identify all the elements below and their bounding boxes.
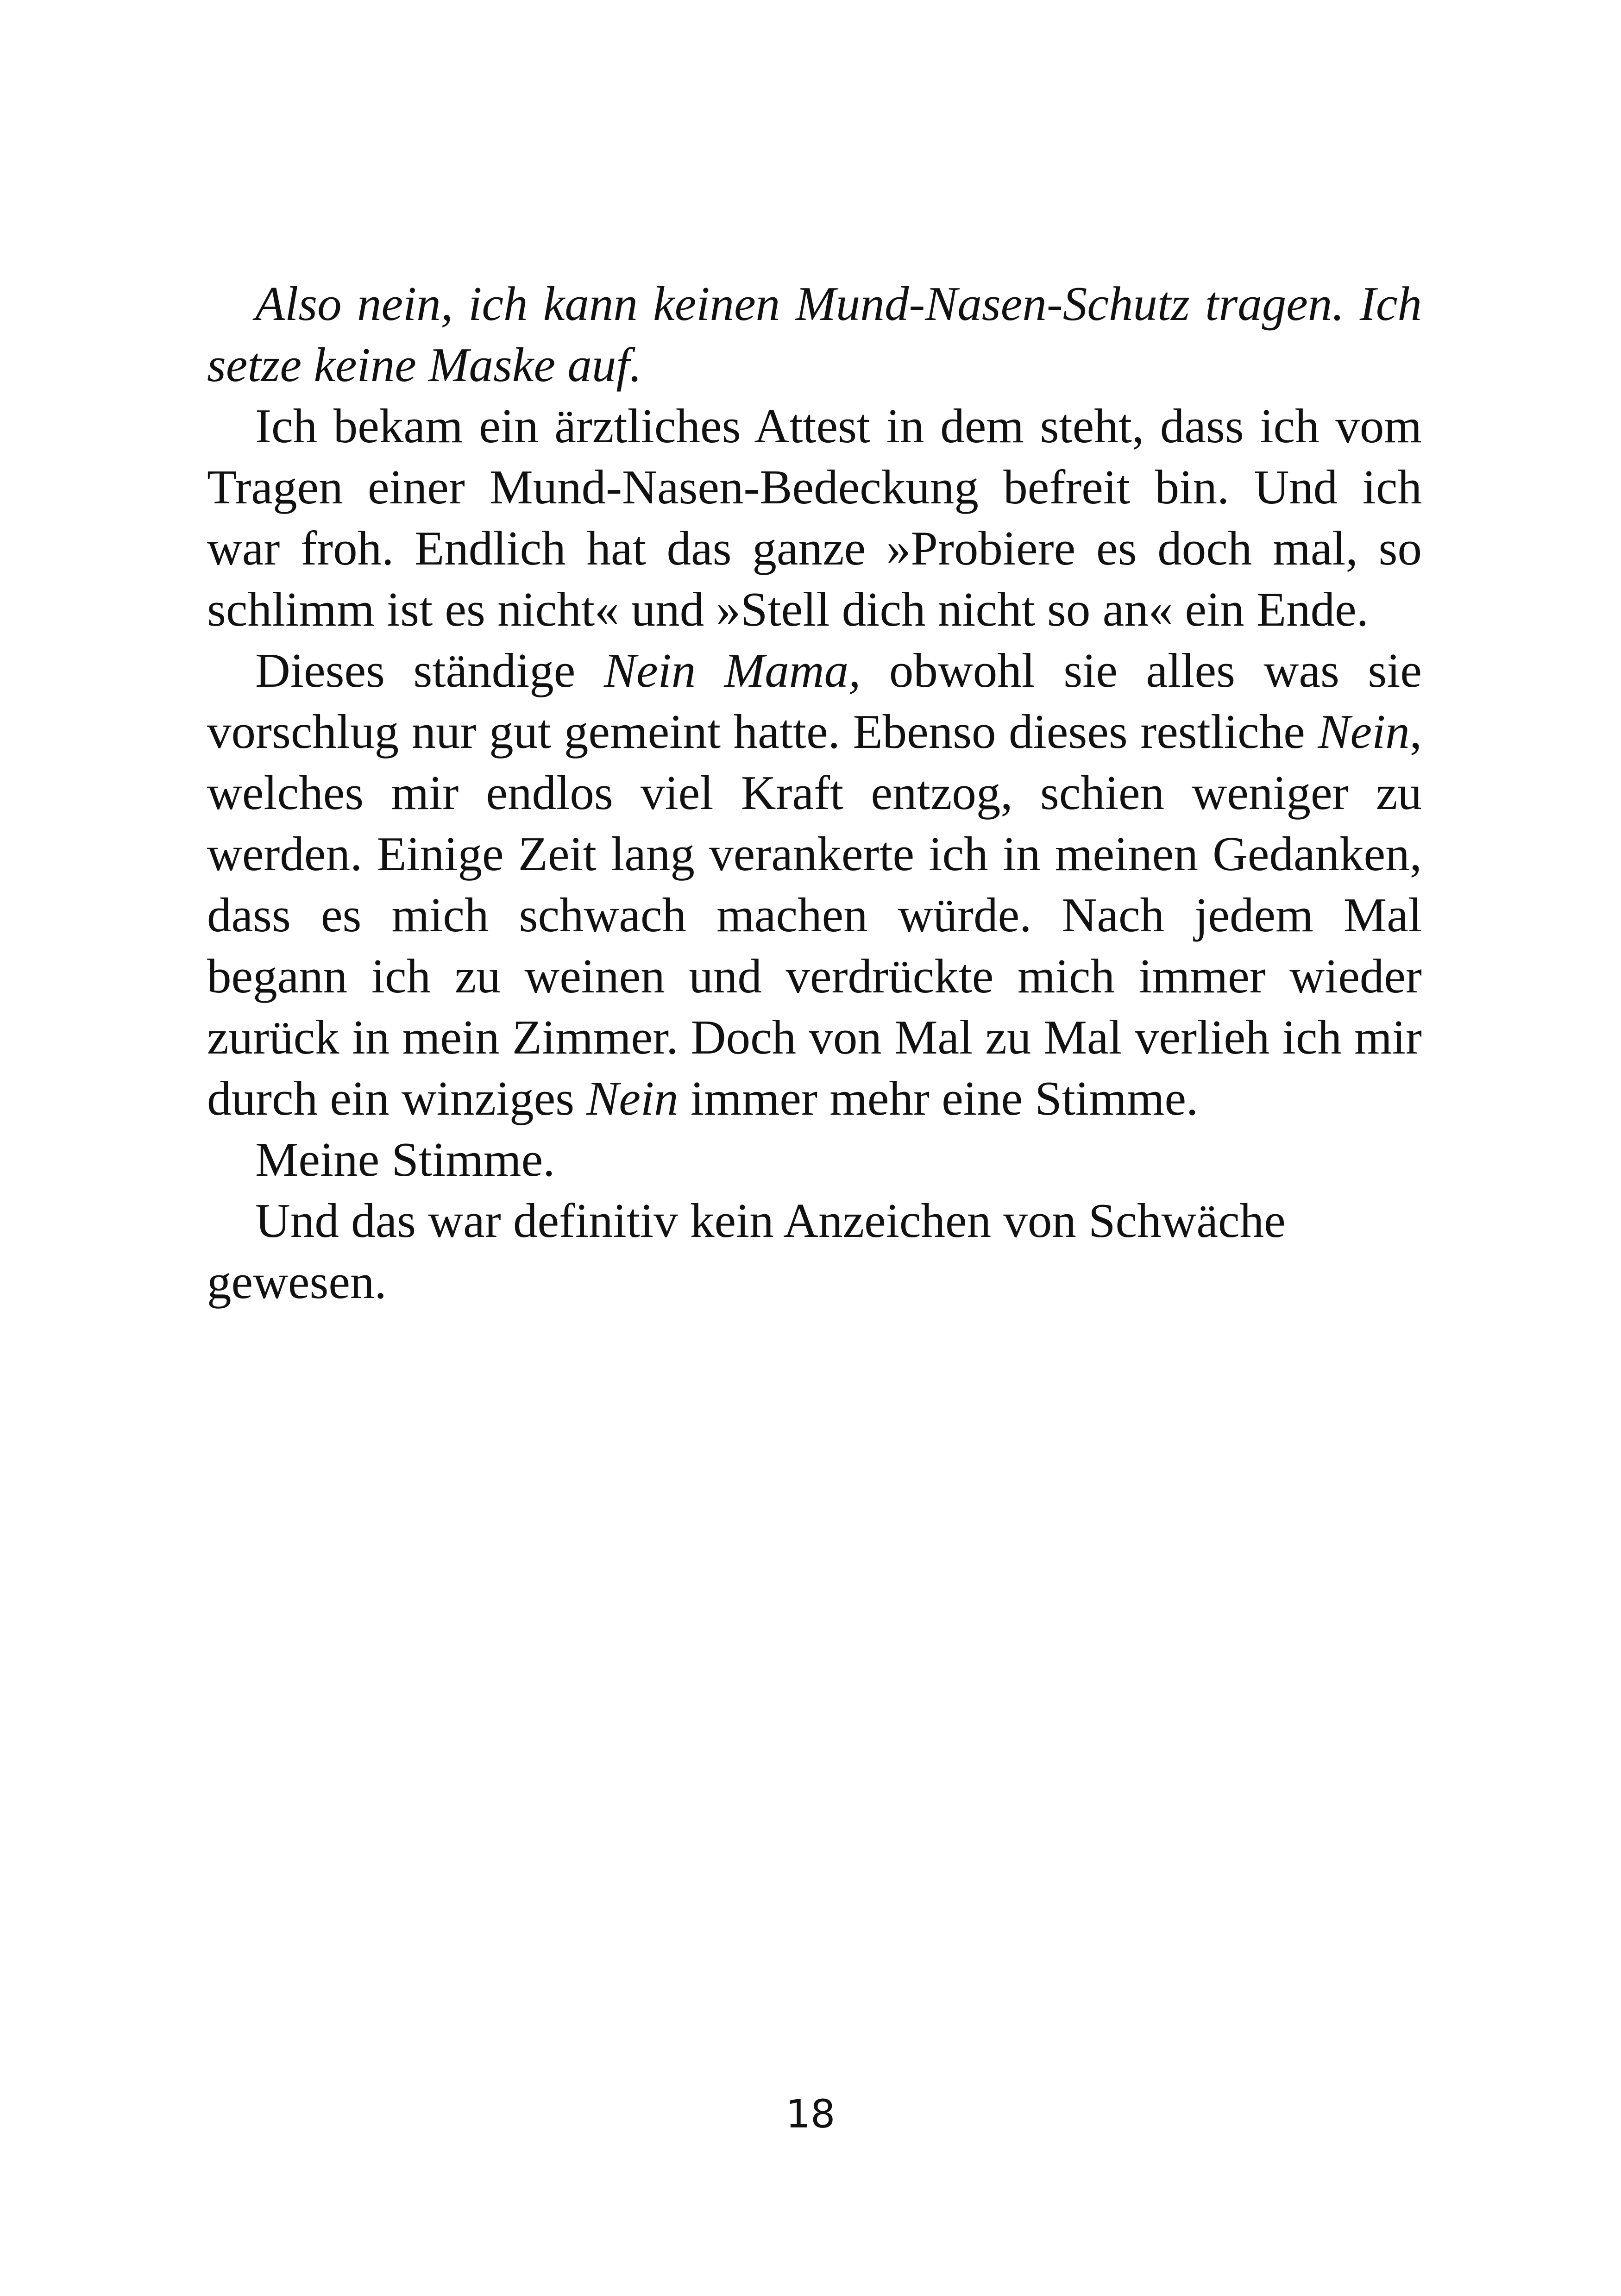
paragraph-2 [207,395,1422,640]
paragraph-4 [207,1129,1422,1190]
italic-run: Nein Mama, [603,643,861,697]
paragraph-5 [207,1190,1422,1312]
italic-run: Also nein, ich kann keinen Mund-Nasen-Schutz tragen. Ich setze keine Maske auf. [207,276,1422,392]
paragraph-1 [207,273,1422,395]
italic-run: Nein [586,1071,679,1125]
text-run: Und das war definitiv kein Anzeichen von Schwäche gewesen. [207,1193,1286,1309]
page-number: 18 [785,2091,836,2137]
paragraph-3 [207,640,1422,1129]
body-text [207,273,1422,1312]
text-run: Ich bekam ein ärztliches Attest in dem steht, dass ich vom Tragen einer Mund-Nasen-Bedeckung befreit bin. Und ich war froh. Endlich hat das ganze »Probiere es doch mal, so schlimm ist es nicht« und »Stell dich nicht so an« ein Ende. [207,399,1422,636]
text-run: immer mehr eine Stimme. [678,1071,1199,1125]
text-run: obwohl sie alles was sie vorschlug nur gut gemeint hatte. Ebenso dieses restliche [207,643,1422,759]
text-run: Dieses ständige [255,643,604,697]
italic-run: Nein [1318,704,1410,759]
text-run: , welches mir endlos viel Kraft entzog, schien weniger zu werden. Einige Zeit lang verankerte ich in meinen Gedanken, dass es mich schwach machen würde. Nach jedem Mal begann ich zu weinen und verdrückte mich immer wieder zurück in mein Zimmer. Doch von Mal zu Mal verlieh ich mir durch ein winziges [207,704,1422,1125]
text-run: Meine Stimme. [255,1132,555,1186]
